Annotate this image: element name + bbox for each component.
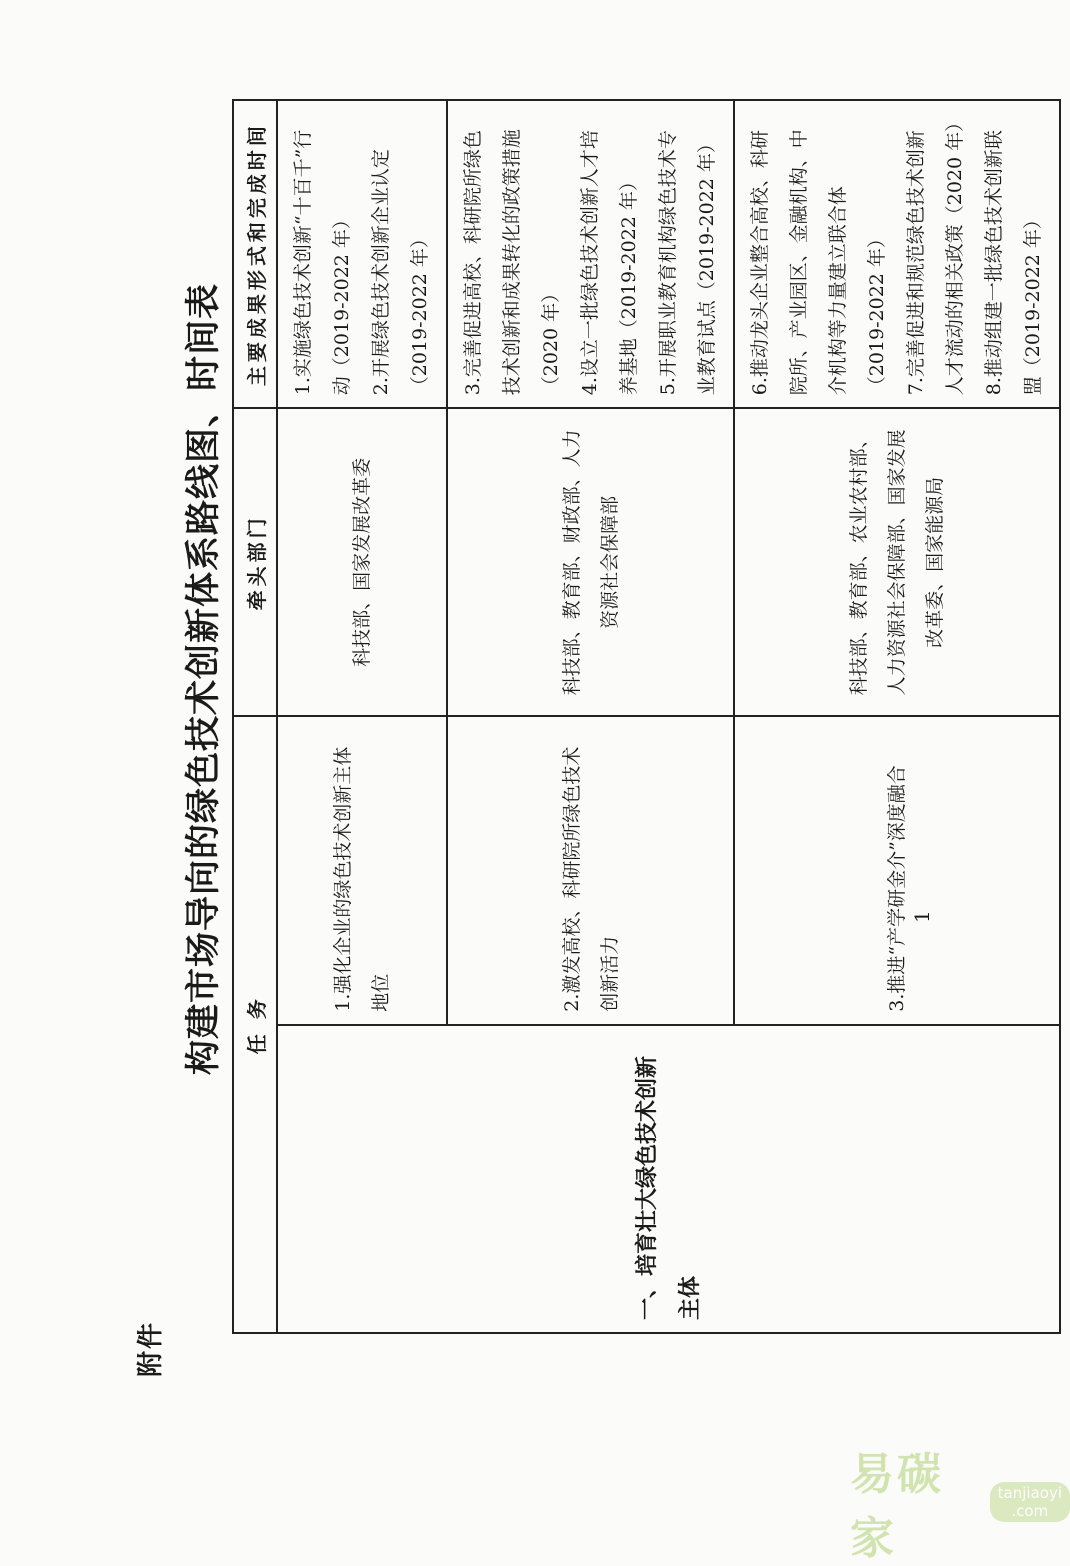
dept-cell: 科技部、国家发展改革委 bbox=[277, 408, 447, 716]
page-number: 1 bbox=[910, 910, 934, 923]
header-task: 任 务 bbox=[233, 717, 277, 1334]
watermark-url-line1: tanjiaoyi bbox=[997, 1484, 1062, 1502]
table-header-row bbox=[233, 100, 277, 1333]
category-cell: 一、培育壮大绿色技术创新主体 bbox=[277, 1025, 1060, 1333]
output-item: 8.推动组建一批绿色技术创新联盟（2019-2022 年） bbox=[983, 130, 1044, 396]
watermark-url-line2: .com bbox=[1011, 1502, 1049, 1520]
table-row bbox=[277, 100, 447, 1333]
dept-cell: 科技部、教育部、财政部、人力资源社会保障部 bbox=[447, 408, 734, 716]
output-item: 5.开展职业教育机构绿色技术专业教育试点（2019-2022 年） bbox=[657, 130, 718, 396]
output-cell bbox=[734, 100, 1060, 408]
output-item: 1.实施绿色技术创新“十百千”行动（2019-2022 年） bbox=[292, 129, 353, 396]
attachment-label: 附件 bbox=[136, 1320, 166, 1377]
document-title: 构建市场导向的绿色技术创新体系路线图、时间表 bbox=[184, 283, 224, 1076]
output-item: 4.设立一批绿色技术创新人才培养基地（2019-2022 年） bbox=[579, 130, 640, 396]
task-cell: 3.推进“产学研金介”深度融合 bbox=[734, 717, 1060, 1025]
task-cell: 2.激发高校、科研院所绿色技术创新活力 bbox=[447, 717, 734, 1025]
output-item: 2.开展绿色技术创新企业认定（2019-2022 年） bbox=[370, 149, 431, 396]
header-output: 主要成果形式和完成时间 bbox=[233, 100, 277, 408]
output-cell bbox=[447, 100, 734, 408]
task-cell: 1.强化企业的绿色技术创新主体地位 bbox=[277, 717, 447, 1025]
output-item: 3.完善促进高校、科研院所绿色技术创新和成果转化的政策措施（2020 年） bbox=[462, 129, 562, 396]
output-cell bbox=[277, 100, 447, 408]
output-item: 6.推动龙头企业整合高校、科研院所、产业园区、金融机构、中介机构等力量建立联合体（2019-2022 年） bbox=[749, 129, 888, 396]
watermark-brand: 易碳家 bbox=[850, 1449, 944, 1564]
watermark-url bbox=[990, 1482, 1070, 1522]
output-item: 7.完善促进和规范绿色技术创新人才流动的相关政策（2020 年） bbox=[905, 112, 966, 396]
header-dept: 牵头部门 bbox=[233, 408, 277, 716]
watermark-logo bbox=[850, 1438, 1070, 1566]
roadmap-table bbox=[232, 99, 1061, 1334]
dept-cell: 科技部、教育部、农业农村部、人力资源社会保障部、国家发展改革委、国家能源局 bbox=[734, 408, 1060, 716]
